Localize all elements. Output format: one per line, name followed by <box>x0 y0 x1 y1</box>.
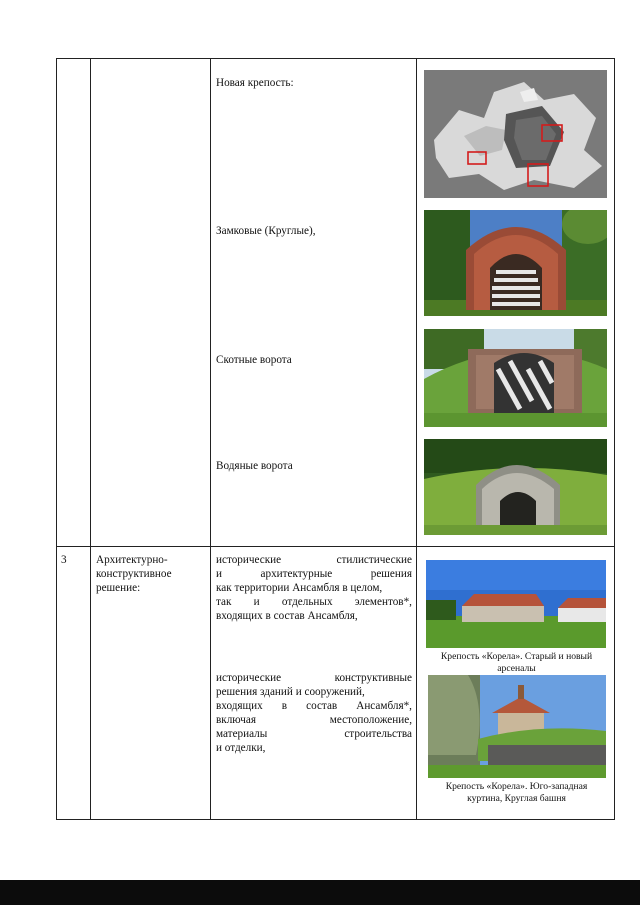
word: так <box>216 596 232 608</box>
paragraph-line <box>216 553 412 567</box>
arsenals-photo <box>426 560 606 648</box>
word: состав <box>306 700 338 712</box>
table-border-top <box>56 58 615 59</box>
word: отдельных <box>281 596 333 608</box>
column-divider <box>416 58 417 820</box>
row-number: 3 <box>61 554 67 566</box>
word: и <box>253 596 260 608</box>
word: исторические <box>216 672 282 684</box>
word: исторические <box>216 554 282 566</box>
cattle-gate-photo <box>424 329 607 427</box>
figure-caption: арсеналы <box>497 663 536 674</box>
castle-round-gate-photo <box>424 210 607 316</box>
figure-caption: Крепость «Корела». Юго-западная <box>445 781 588 792</box>
item-water-gate: Водяные ворота <box>216 460 293 472</box>
column-divider <box>210 58 211 820</box>
new-fortress-plan-photo <box>424 70 607 198</box>
word: конструктивные <box>334 672 412 684</box>
row-heading-line: решение: <box>96 582 141 594</box>
word: и отделки, <box>216 742 266 754</box>
paragraph-line <box>216 567 412 581</box>
column-divider <box>90 58 91 820</box>
word: решения зданий и сооружений, <box>216 686 365 698</box>
word: архитектурные <box>260 568 333 580</box>
word: входящих в состав Ансамбля, <box>216 610 358 622</box>
round-tower-photo <box>428 675 606 778</box>
word: входящих <box>216 700 263 712</box>
item-castle-gates: Замковые (Круглые), <box>216 225 316 237</box>
scan-bottom-border <box>0 880 640 905</box>
paragraph-line <box>216 713 412 727</box>
paragraph-line <box>216 685 412 699</box>
paragraph-line <box>216 699 412 713</box>
row-heading-line: конструктивное <box>96 568 172 580</box>
water-gate-photo <box>424 439 607 535</box>
word: Ансамбля*, <box>356 700 412 712</box>
word: в <box>281 700 288 712</box>
row-heading-line: Архитектурно- <box>96 554 168 566</box>
word: материалы <box>216 728 268 740</box>
item-new-fortress: Новая крепость: <box>216 77 294 89</box>
word: строительства <box>344 728 412 740</box>
paragraph-line <box>216 741 412 755</box>
paragraph-line <box>216 727 412 741</box>
word: решения <box>370 568 412 580</box>
table-border-left <box>56 58 57 820</box>
paragraph-line <box>216 609 412 623</box>
word: элементов*, <box>354 596 412 608</box>
item-cattle-gate: Скотные ворота <box>216 354 292 366</box>
row-divider <box>56 546 615 547</box>
figure-caption: куртина, Круглая башня <box>467 793 566 804</box>
word: стилистические <box>336 554 412 566</box>
word: включая <box>216 714 256 726</box>
paragraph-line <box>216 671 412 685</box>
word: местоположение, <box>329 714 412 726</box>
figure-caption: Крепость «Корела». Старый и новый <box>440 651 593 662</box>
paragraph-line <box>216 581 412 595</box>
word: и <box>216 568 222 580</box>
paragraph-line <box>216 595 412 609</box>
table-border-right <box>614 58 615 820</box>
word: как территории Ансамбля в целом, <box>216 582 383 594</box>
table-border-bottom <box>56 819 615 820</box>
